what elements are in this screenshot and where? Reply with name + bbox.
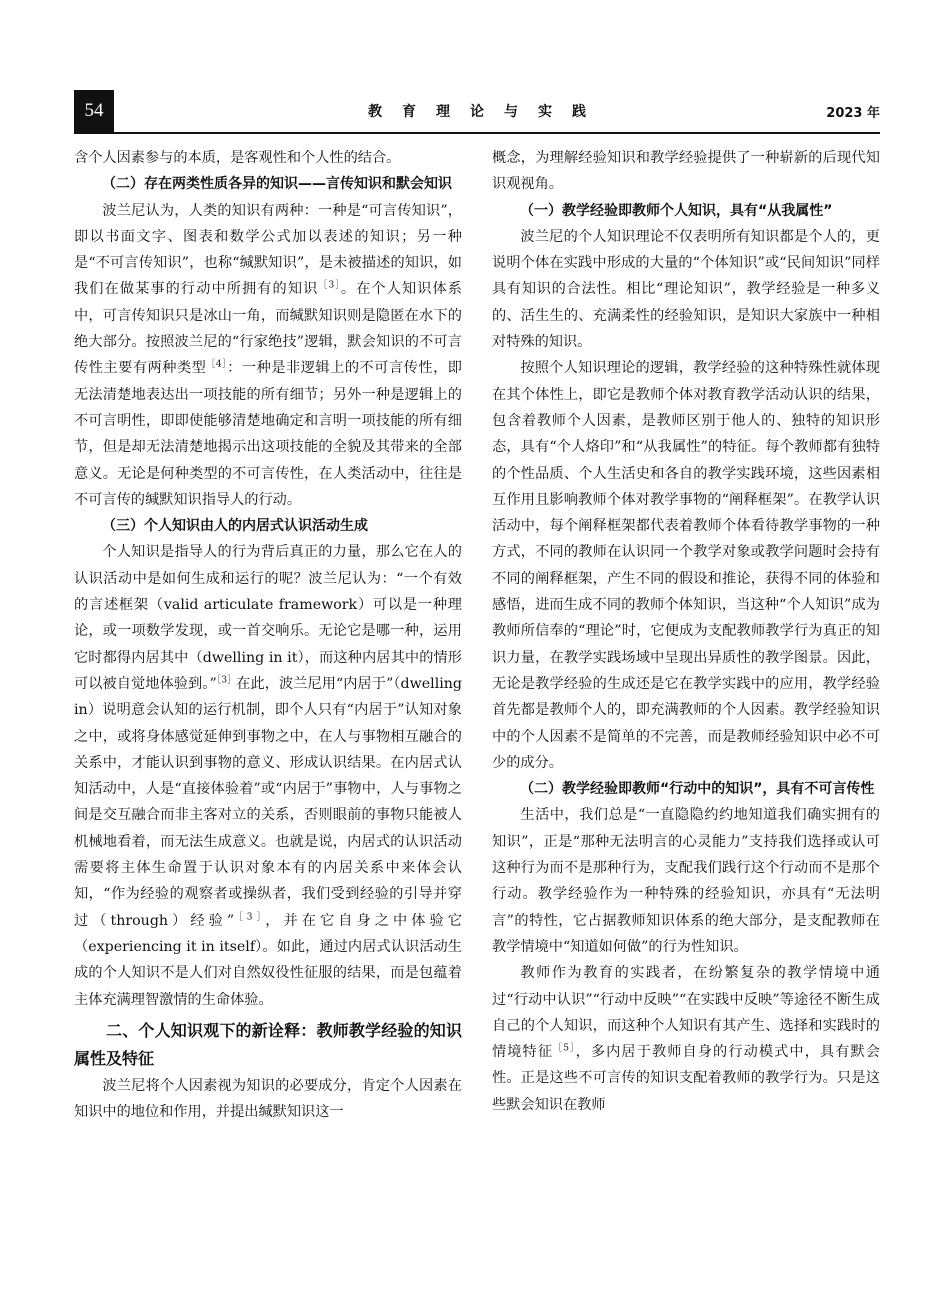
- citation: ［5］: [553, 1043, 576, 1054]
- paragraph-text: 波兰尼认为，人类的知识有两种：一种是“可言传知识”，即以书面文字、图表和数学公式加以表述的知识；另一种是“不可言传知识”，也称“缄默知识”，是未被描述的知识，如我们在做某事的行动中所拥有的知识: [74, 202, 462, 298]
- paragraph-text: ：一种是非逻辑上的不可言传性，即无法清楚地表达出一项技能的所有细节；另外一种是逻辑上的不可言明性，即即使能够清楚地确定和言明一项技能的所有细节，但是却无法清楚地揭示出这项技能的全貌及其带来的全部意义。无论是何种类型的不可言传性，在人类活动中，往往是不可言传的缄默知识指导人的行动。: [74, 360, 462, 508]
- subsection-heading: （三）个人知识由人的内居式认识活动生成: [102, 518, 368, 535]
- citation: ［3］: [234, 911, 266, 922]
- page-number: 54: [74, 90, 114, 132]
- left-column: [74, 145, 462, 1125]
- right-column: [492, 145, 880, 1118]
- paragraph-text: 教师作为教育的实践者，在纷繁复杂的教学情境中通过“行动中认识”“行动中反映”“在实践中反映”等途径不断生成自己的个人知识，而这种个人知识有其产生、选择和实践时的情境特征: [492, 965, 880, 1061]
- citation: ［3］: [318, 280, 341, 291]
- paragraph-text: 。在个人知识体系中，可言传知识只是冰山一角，而缄默知识则是隐匿在水下的绝大部分。按照波兰尼的“行家绝技”逻辑，默会知识的不可言传性主要有两种类型: [74, 281, 462, 377]
- paragraph: 生活中，我们总是“一直隐隐约约地知道我们确实拥有的知识”，正是“那种无法明言的心灵能力”支持我们选择或认可这种行为而不是那种行为，支配我们践行这个行动而不是那个行动。教学经验作为一种特殊的经验知识，亦具有“无法明言”的特性，它占据教师知识体系的绝大部分，是支配教师在教学情境中“知道如何做”的行为性知识。: [492, 807, 880, 955]
- subsection-heading: （一）教学经验即教师个人知识，具有“从我属性”: [520, 202, 833, 219]
- subsection-heading: （二）存在两类性质各异的知识——言传知识和默会知识: [102, 176, 452, 193]
- section-heading: 二、个人知识观下的新诠释：教师教学经验的知识属性及特征: [74, 1020, 462, 1068]
- paragraph: 波兰尼将个人因素视为知识的必要成分，肯定个人因素在知识中的地位和作用，并提出缄默知识这一: [74, 1077, 462, 1121]
- paragraph: 含个人因素参与的本质，是客观性和个人性的结合。: [74, 150, 401, 166]
- paragraph-text: 个人知识是指导人的行为背后真正的力量，那么它在人的认识活动中是如何生成和运行的呢？波兰尼认为：“一个有效的言述框架（valid articulate framework）可以是一种理论，或一项数学发现，或一首交响乐。无论它是哪一种，运用它时都得内居其中（dwelling in it），而这种内居其中的情形可以被自觉地体验到。”: [74, 544, 462, 692]
- journal-title: 教育理论与实践: [368, 104, 606, 120]
- paragraph: [74, 539, 462, 1012]
- citation: ［4］: [206, 359, 228, 370]
- paragraph: 按照个人知识理论的逻辑，教学经验的这种特殊性就体现在其个体性上，即它是教师个体对教育教学活动认识的结果，包含着教师个人因素，是教师区别于他人的、独特的知识形态，具有“个人烙印”和“从我属性”的特征。每个教师都有独特的个性品质、个人生活史和各自的教学实践环境，这些因素相互作用且影响教师个体对教学事物的“阐释框架”。在教学认识活动中，每个阐释框架都代表着教师个体看待教学事物的一种方式，不同的教师在认识同一个教学对象或教学问题时会持有不同的阐释框架，产生不同的假设和推论，获得不同的体验和感悟，进而生成不同的教师个体知识，当这种“个人知识”成为教师所信奉的“理论”时，它便成为支配教师教学行为真正的知识力量，在教学实践场域中呈现出异质性的教学图景。因此，无论是教学经验的生成还是它在教学实践中的应用，教学经验首先都是教师个人的，即充满教师的个人因素。教学经验知识中的个人因素不是简单的不完善，而是教师经验知识中必不可少的成分。: [492, 360, 880, 771]
- paragraph-text: ，并在它自身之中体验它（experiencing it in itself）。如此，通过内居式认识活动生成的个人知识不是人们对自然奴役性征服的结果，而是包蕴着主体充满理智激情的生命体验。: [74, 912, 462, 1008]
- paragraph: 波兰尼的个人知识理论不仅表明所有知识都是个人的，更说明个体在实践中形成的大量的“个体知识”或“民间知识”同样具有知识的合法性。相比“理论知识”，教学经验是一种多义的、活生生的、充满柔性的经验知识，是知识大家族中一种相对特殊的知识。: [492, 228, 880, 351]
- page-header: [74, 90, 880, 134]
- paragraph: [492, 960, 880, 1118]
- paragraph-text: ，多内居于教师自身的行动模式中，具有默会性。正是这些不可言传的知识支配着教师的教学行为。只是这些默会知识在教师: [492, 1044, 880, 1113]
- paragraph: 概念，为理解经验知识和教学经验提供了一种崭新的后现代知识观视角。: [492, 150, 880, 193]
- paragraph-text: 在此，波兰尼用“内居于”（dwelling in）说明意会认知的运行机制，即个人只有“内居于”认知对象之中，或将身体感觉延伸到事物之中，在人与事物相互融合的关系中，才能认识到事物的意义、形成认识结果。在内居式认知活动中，人是“直接体验着”或“内居于”事物中，人与事物之间是交互融合而非主客对立的关系，否则眼前的事物只能被人机械地看着，而无法生成意义。也就是说，内居式的认识活动需要将主体生命置于认识对象本有的内居关系中来体会认知，“作为经验的观察者或操纵者，我们受到经验的引导并穿过（through）经验”: [74, 675, 462, 929]
- citation: ［3］: [216, 675, 237, 686]
- subsection-heading: （二）教学经验即教师“行动中的知识”，具有不可言传性: [520, 781, 875, 798]
- paragraph: [74, 198, 462, 514]
- issue-year: 2023 年: [826, 105, 880, 121]
